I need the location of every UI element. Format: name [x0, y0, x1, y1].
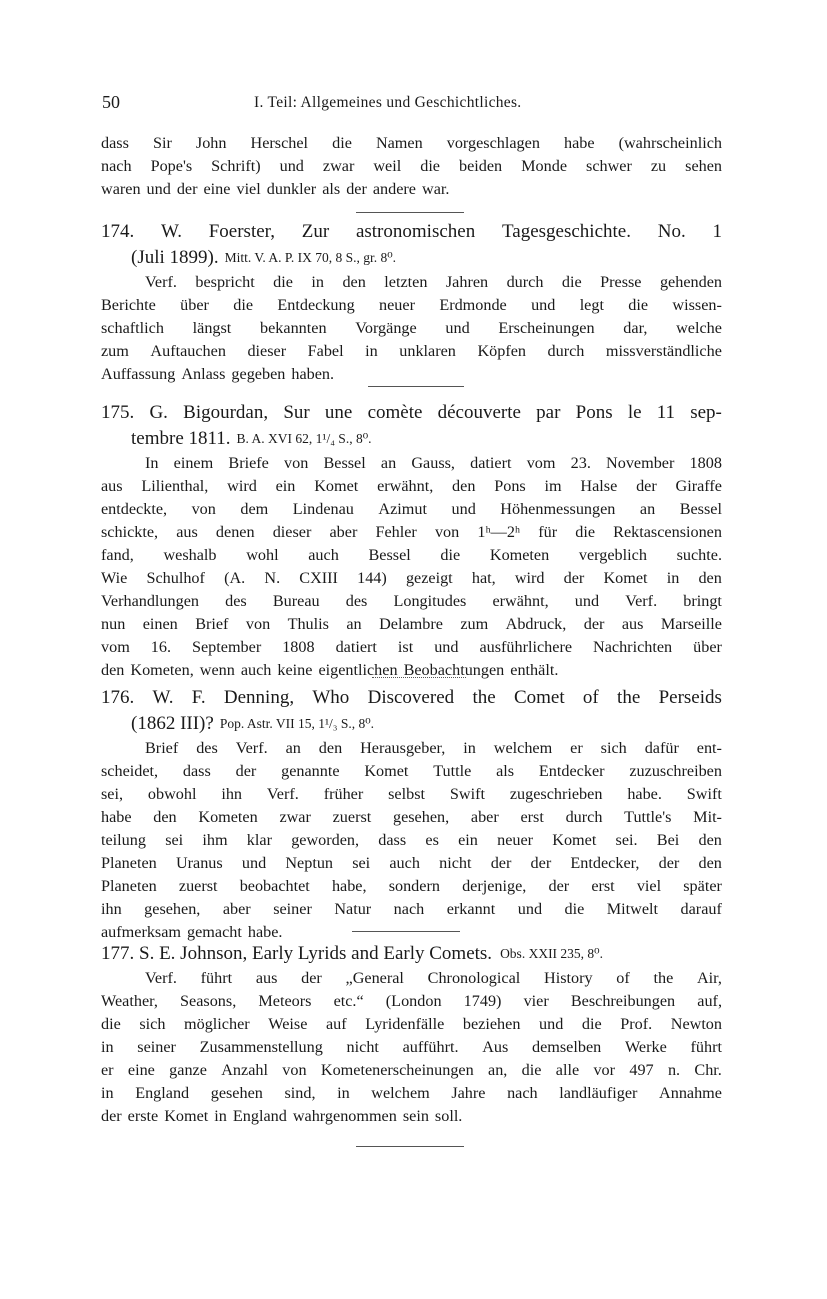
text-line: der erste Komet in England wahrgenommen sein soll.: [101, 1107, 463, 1125]
separator-rule: [352, 931, 460, 932]
separator-rule: [372, 677, 466, 678]
text-line: fand, weshalb wohl auch Bessel die Kometen vergeblich suchte.: [101, 546, 722, 564]
text-line: aufmerksam gemacht habe.: [101, 923, 283, 941]
text-line: Brief des Verf. an den Herausgeber, in welchem er sich dafür ent-: [145, 739, 722, 757]
text-line: Berichte über die Entdeckung neuer Erdmonde und legt die wissen-: [101, 296, 722, 314]
text-line: ihn gesehen, aber seiner Natur nach erkannt und die Mitwelt darauf: [101, 900, 722, 918]
text-line: Wie Schulhof (A. N. CXIII 144) gezeigt hat, wird der Komet in den: [101, 569, 722, 587]
entry-heading: 175. G. Bigourdan, Sur une comète découverte par Pons le 11 sep-: [101, 402, 722, 423]
text-line: vom 16. September 1808 datiert ist und ausführlichere Nachrichten über: [101, 638, 722, 656]
entry-175: [101, 400, 722, 682]
entry-177: [101, 941, 722, 1128]
text-line: in England gesehen sind, in welchem Jahre nach landläufiger Annahme: [101, 1084, 722, 1102]
text-line: Planeten zuerst beobachtet habe, sondern derjenige, der erst viel später: [101, 877, 722, 895]
text-line: er eine ganze Anzahl von Kometenerscheinungen an, die alle vor 497 n. Chr.: [101, 1061, 722, 1079]
text-line: nun einen Brief von Thulis an Delambre zum Abdruck, der aus Marseille: [101, 615, 722, 633]
entry-heading-date: tembre 1811.: [131, 428, 231, 449]
entry-heading-continued: [101, 245, 722, 271]
text-line: habe den Kometen zwar zuerst gesehen, aber erst durch Tuttle's Mit-: [101, 808, 722, 826]
entry-source: Obs. XXII 235, 8⁰.: [500, 946, 603, 961]
running-title: I. Teil: Allgemeines und Geschichtliches.: [254, 94, 522, 111]
text-line: schickte, aus denen dieser aber Fehler von 1ʰ—2ʰ für die Rektascensionen: [101, 523, 722, 541]
separator-rule: [368, 386, 464, 387]
text-line: Auffassung Anlass gegeben haben.: [101, 365, 335, 383]
text-line: Planeten Uranus und Neptun sei auch nicht der der Entdecker, der den: [101, 854, 722, 872]
entry-176: [101, 685, 722, 944]
text-line: Verhandlungen des Bureau des Longitudes erwähnt, und Verf. bringt: [101, 592, 722, 610]
separator-rule: [356, 1146, 464, 1147]
entry-heading-date: (Juli 1899).: [131, 247, 219, 268]
entry-heading-title: 177. S. E. Johnson, Early Lyrids and Early Comets.: [101, 943, 493, 964]
entry-heading-continued: [101, 711, 722, 737]
text-line: In einem Briefe von Bessel an Gauss, datiert vom 23. November 1808: [145, 454, 722, 472]
intro-paragraph: [101, 132, 722, 201]
text-line: in seiner Zusammenstellung nicht aufführt. Aus demselben Werke führt: [101, 1038, 722, 1056]
text-line: scheidet, dass der genannte Komet Tuttle als Entdecker zuzuschreiben: [101, 762, 722, 780]
page-header: [102, 92, 722, 116]
entry-heading: [101, 941, 722, 967]
text-line: den Kometen, wenn auch keine eigentlichen Beobachtungen enthält.: [101, 661, 559, 679]
text-line: entdeckte, von dem Lindenau Azimut und Höhenmessungen an Bessel: [101, 500, 722, 518]
entry-heading: 176. W. F. Denning, Who Discovered the Comet of the Perseids: [101, 687, 722, 708]
text-line: nach Pope's Schrift) und zwar weil die beiden Monde schwer zu sehen: [101, 157, 722, 175]
entry-source: Pop. Astr. VII 15, 1¹/₃ S., 8⁰.: [219, 716, 375, 731]
text-line: aus Lilienthal, wird ein Komet erwähnt, den Pons im Halse der Giraffe: [101, 477, 722, 495]
text-line: schaftlich längst bekannten Vorgänge und Erscheinungen dar, welche: [101, 319, 722, 337]
separator-rule: [356, 212, 464, 213]
text-line: zum Auftauchen dieser Fabel in unklaren Köpfen durch missverständliche: [101, 342, 722, 360]
entry-heading-continued: [101, 426, 722, 452]
text-line: Weather, Seasons, Meteors etc.“ (London 1749) vier Beschreibungen auf,: [101, 992, 722, 1010]
text-line: sei, obwohl ihn Verf. früher selbst Swift zugeschrieben habe. Swift: [101, 785, 722, 803]
text-line: Verf. bespricht die in den letzten Jahren durch die Presse gehenden: [145, 273, 722, 291]
text-line: teilung sei ihm klar geworden, dass es ein neuer Komet sei. Bei den: [101, 831, 722, 849]
text-line: die sich möglicher Weise auf Lyridenfälle beziehen und die Prof. Newton: [101, 1015, 722, 1033]
entry-source: Mitt. V. A. P. IX 70, 8 S., gr. 8⁰.: [224, 250, 397, 265]
text-line: Verf. führt aus der „General Chronological History of the Air,: [145, 969, 722, 987]
page-number: 50: [102, 92, 120, 112]
text-line: dass Sir John Herschel die Namen vorgeschlagen habe (wahrscheinlich: [101, 134, 722, 152]
entry-source: B. A. XVI 62, 1¹/₄ S., 8⁰.: [236, 431, 372, 446]
entry-heading: 174. W. Foerster, Zur astronomischen Tagesgeschichte. No. 1: [101, 221, 722, 242]
text-line: waren und der eine viel dunkler als der andere war.: [101, 180, 450, 198]
entry-174: [101, 219, 722, 386]
entry-heading-date: (1862 III)?: [131, 713, 214, 734]
